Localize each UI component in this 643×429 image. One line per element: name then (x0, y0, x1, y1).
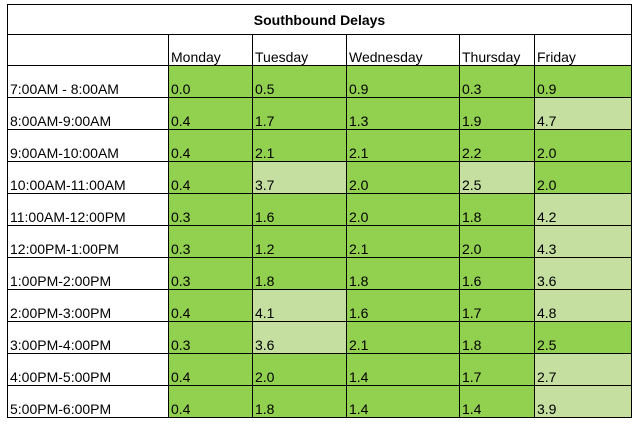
row-label: 4:00PM-5:00PM (8, 354, 169, 386)
table-row (8, 322, 632, 354)
table-row (8, 66, 632, 98)
delay-cell-monday: 0.4 (169, 354, 253, 386)
delay-cell-friday: 3.9 (535, 386, 632, 418)
delay-cell-tuesday: 3.7 (253, 162, 347, 194)
delay-cell-tuesday: 0.5 (253, 66, 347, 98)
delay-cell-monday: 0.4 (169, 98, 253, 130)
delay-cell-friday: 4.3 (535, 226, 632, 258)
delay-cell-thursday: 1.6 (460, 258, 535, 290)
delay-cell-thursday: 1.7 (460, 290, 535, 322)
delay-cell-monday: 0.3 (169, 322, 253, 354)
delay-cell-tuesday: 1.8 (253, 386, 347, 418)
delay-cell-tuesday: 1.7 (253, 98, 347, 130)
delay-cell-thursday: 2.5 (460, 162, 535, 194)
column-header-wednesday: Wednesday (347, 35, 460, 66)
delay-cell-monday: 0.0 (169, 66, 253, 98)
row-label: 7:00AM - 8:00AM (8, 66, 169, 98)
delay-cell-friday: 4.2 (535, 194, 632, 226)
delay-cell-tuesday: 1.2 (253, 226, 347, 258)
row-label: 3:00PM-4:00PM (8, 322, 169, 354)
delay-cell-thursday: 1.4 (460, 386, 535, 418)
row-label: 2:00PM-3:00PM (8, 290, 169, 322)
row-label: 11:00AM-12:00PM (8, 194, 169, 226)
row-label: 9:00AM-10:00AM (8, 130, 169, 162)
table-title: Southbound Delays (8, 5, 632, 35)
column-header-thursday: Thursday (460, 35, 535, 66)
delay-cell-friday: 2.0 (535, 130, 632, 162)
table-row (8, 162, 632, 194)
delay-cell-monday: 0.3 (169, 226, 253, 258)
delays-table-container (7, 4, 632, 418)
row-label: 10:00AM-11:00AM (8, 162, 169, 194)
delay-cell-wednesday: 1.3 (347, 98, 460, 130)
delay-cell-wednesday: 1.8 (347, 258, 460, 290)
delay-cell-friday: 2.7 (535, 354, 632, 386)
delay-cell-friday: 3.6 (535, 258, 632, 290)
delay-cell-thursday: 2.2 (460, 130, 535, 162)
delay-cell-monday: 0.3 (169, 258, 253, 290)
delay-cell-thursday: 1.7 (460, 354, 535, 386)
delay-cell-wednesday: 1.4 (347, 386, 460, 418)
delay-cell-wednesday: 2.1 (347, 226, 460, 258)
column-header-friday: Friday (535, 35, 632, 66)
row-label: 5:00PM-6:00PM (8, 386, 169, 418)
delay-cell-monday: 0.3 (169, 194, 253, 226)
delay-cell-thursday: 1.8 (460, 322, 535, 354)
delay-cell-monday: 0.4 (169, 290, 253, 322)
table-row (8, 194, 632, 226)
column-header-tuesday: Tuesday (253, 35, 347, 66)
row-label: 12:00PM-1:00PM (8, 226, 169, 258)
row-label: 1:00PM-2:00PM (8, 258, 169, 290)
delay-cell-tuesday: 4.1 (253, 290, 347, 322)
delay-cell-monday: 0.4 (169, 162, 253, 194)
delay-cell-wednesday: 2.1 (347, 130, 460, 162)
delay-cell-friday: 2.0 (535, 162, 632, 194)
table-row (8, 258, 632, 290)
delay-cell-tuesday: 2.1 (253, 130, 347, 162)
row-label: 8:00AM-9:00AM (8, 98, 169, 130)
delay-cell-friday: 4.7 (535, 98, 632, 130)
delay-cell-tuesday: 3.6 (253, 322, 347, 354)
delay-cell-tuesday: 1.6 (253, 194, 347, 226)
delay-cell-monday: 0.4 (169, 130, 253, 162)
delay-cell-wednesday: 2.0 (347, 194, 460, 226)
table-row (8, 386, 632, 418)
delay-cell-thursday: 2.0 (460, 226, 535, 258)
header-row (8, 35, 632, 66)
delay-cell-wednesday: 0.9 (347, 66, 460, 98)
table-row (8, 130, 632, 162)
delay-cell-wednesday: 2.1 (347, 322, 460, 354)
table-row (8, 290, 632, 322)
table-body (8, 66, 632, 418)
delay-cell-thursday: 0.3 (460, 66, 535, 98)
delay-cell-tuesday: 1.8 (253, 258, 347, 290)
delay-cell-wednesday: 1.4 (347, 354, 460, 386)
delay-cell-friday: 4.8 (535, 290, 632, 322)
table-row (8, 98, 632, 130)
column-header-monday: Monday (169, 35, 253, 66)
corner-cell (8, 35, 169, 66)
delay-cell-friday: 0.9 (535, 66, 632, 98)
delay-cell-wednesday: 1.6 (347, 290, 460, 322)
delay-cell-monday: 0.4 (169, 386, 253, 418)
delay-cell-thursday: 1.9 (460, 98, 535, 130)
delay-cell-friday: 2.5 (535, 322, 632, 354)
delay-cell-tuesday: 2.0 (253, 354, 347, 386)
delay-cell-wednesday: 2.0 (347, 162, 460, 194)
table-row (8, 354, 632, 386)
southbound-delays-table (7, 4, 632, 418)
table-row (8, 226, 632, 258)
delay-cell-thursday: 1.8 (460, 194, 535, 226)
